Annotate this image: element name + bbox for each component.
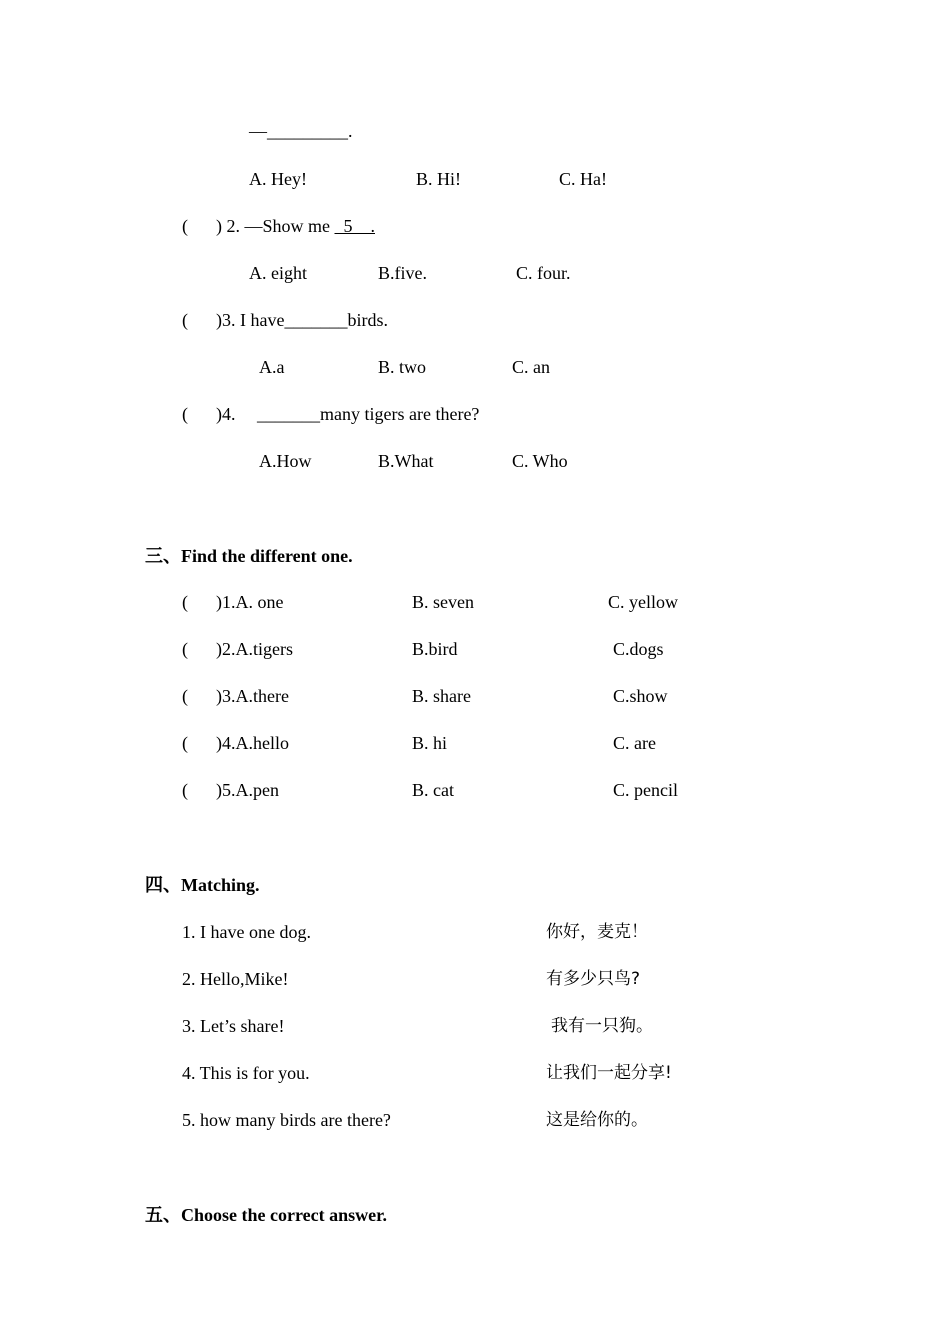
- q1-option-a: A. Hey!: [249, 169, 307, 189]
- s3-row4-option-c: C. are: [613, 733, 656, 753]
- q3-option-b: B. two: [378, 357, 427, 377]
- s3-row3-option-c: C.show: [613, 686, 668, 706]
- s3-row5-paren: (: [182, 780, 188, 800]
- s3-row3-paren: (: [182, 686, 188, 706]
- s3-row5-option-c: C. pencil: [613, 780, 678, 800]
- q2-stem-answer: 5 .: [334, 216, 375, 236]
- q1-answer-blank: —_________.: [249, 121, 353, 141]
- s4-right-2: 有多少只鸟?: [546, 969, 641, 989]
- q1-option-c: C. Ha!: [559, 169, 607, 189]
- q4-option-c: C. Who: [512, 451, 568, 471]
- s3-row1-option-a: )1.A. one: [216, 592, 284, 612]
- s3-row2-paren: (: [182, 639, 188, 659]
- q2-option-a: A. eight: [249, 263, 307, 283]
- s3-row1-paren: (: [182, 592, 188, 612]
- q2-option-b: B.five.: [378, 263, 427, 283]
- s4-left-1: 1. I have one dog.: [182, 922, 311, 942]
- q4-label: )4.: [216, 404, 236, 424]
- s3-row4-option-b: B. hi: [412, 733, 448, 753]
- s4-right-1: 你好，麦克！: [546, 922, 648, 942]
- q3-option-c: C. an: [512, 357, 550, 377]
- s4-right-3: 我有一只狗。: [551, 1016, 653, 1036]
- q4-stem: _______many tigers are there?: [257, 404, 480, 424]
- s3-row2-option-a: )2.A.tigers: [216, 639, 293, 659]
- q2-option-c: C. four.: [516, 263, 571, 283]
- q2-paren: (: [182, 216, 188, 236]
- s3-row3-option-a: )3.A.there: [216, 686, 289, 706]
- section4-heading: 四、Matching.: [145, 875, 260, 895]
- s3-row3-option-b: B. share: [412, 686, 471, 706]
- s4-left-2: 2. Hello,Mike!: [182, 969, 289, 989]
- q4-paren: (: [182, 404, 188, 424]
- s3-row4-paren: (: [182, 733, 188, 753]
- s3-row2-option-c: C.dogs: [613, 639, 664, 659]
- s4-left-4: 4. This is for you.: [182, 1063, 310, 1083]
- q2-stem-prefix: ) 2. —Show me: [216, 216, 335, 236]
- q1-option-b: B. Hi!: [416, 169, 461, 189]
- s3-row5-option-b: B. cat: [412, 780, 454, 800]
- s3-row1-option-b: B. seven: [412, 592, 474, 612]
- s4-right-5: 这是给你的。: [546, 1110, 648, 1130]
- s3-row5-option-a: )5.A.pen: [216, 780, 279, 800]
- s4-left-5: 5. how many birds are there?: [182, 1110, 391, 1130]
- q3-paren: (: [182, 310, 188, 330]
- s4-right-4: 让我们一起分享!: [546, 1063, 672, 1083]
- q3-stem: )3. I have_______birds.: [216, 310, 388, 330]
- s4-left-3: 3. Let’s share!: [182, 1016, 285, 1036]
- s3-row2-option-b: B.bird: [412, 639, 458, 659]
- q4-option-a: A.How: [259, 451, 312, 471]
- s3-row4-option-a: )4.A.hello: [216, 733, 289, 753]
- s3-row1-option-c: C. yellow: [608, 592, 678, 612]
- q4-option-b: B.What: [378, 451, 434, 471]
- section5-heading: 五、Choose the correct answer.: [145, 1205, 387, 1225]
- q2-stem: [216, 215, 375, 237]
- section3-heading: 三、Find the different one.: [145, 546, 353, 566]
- q3-option-a: A.a: [259, 357, 285, 377]
